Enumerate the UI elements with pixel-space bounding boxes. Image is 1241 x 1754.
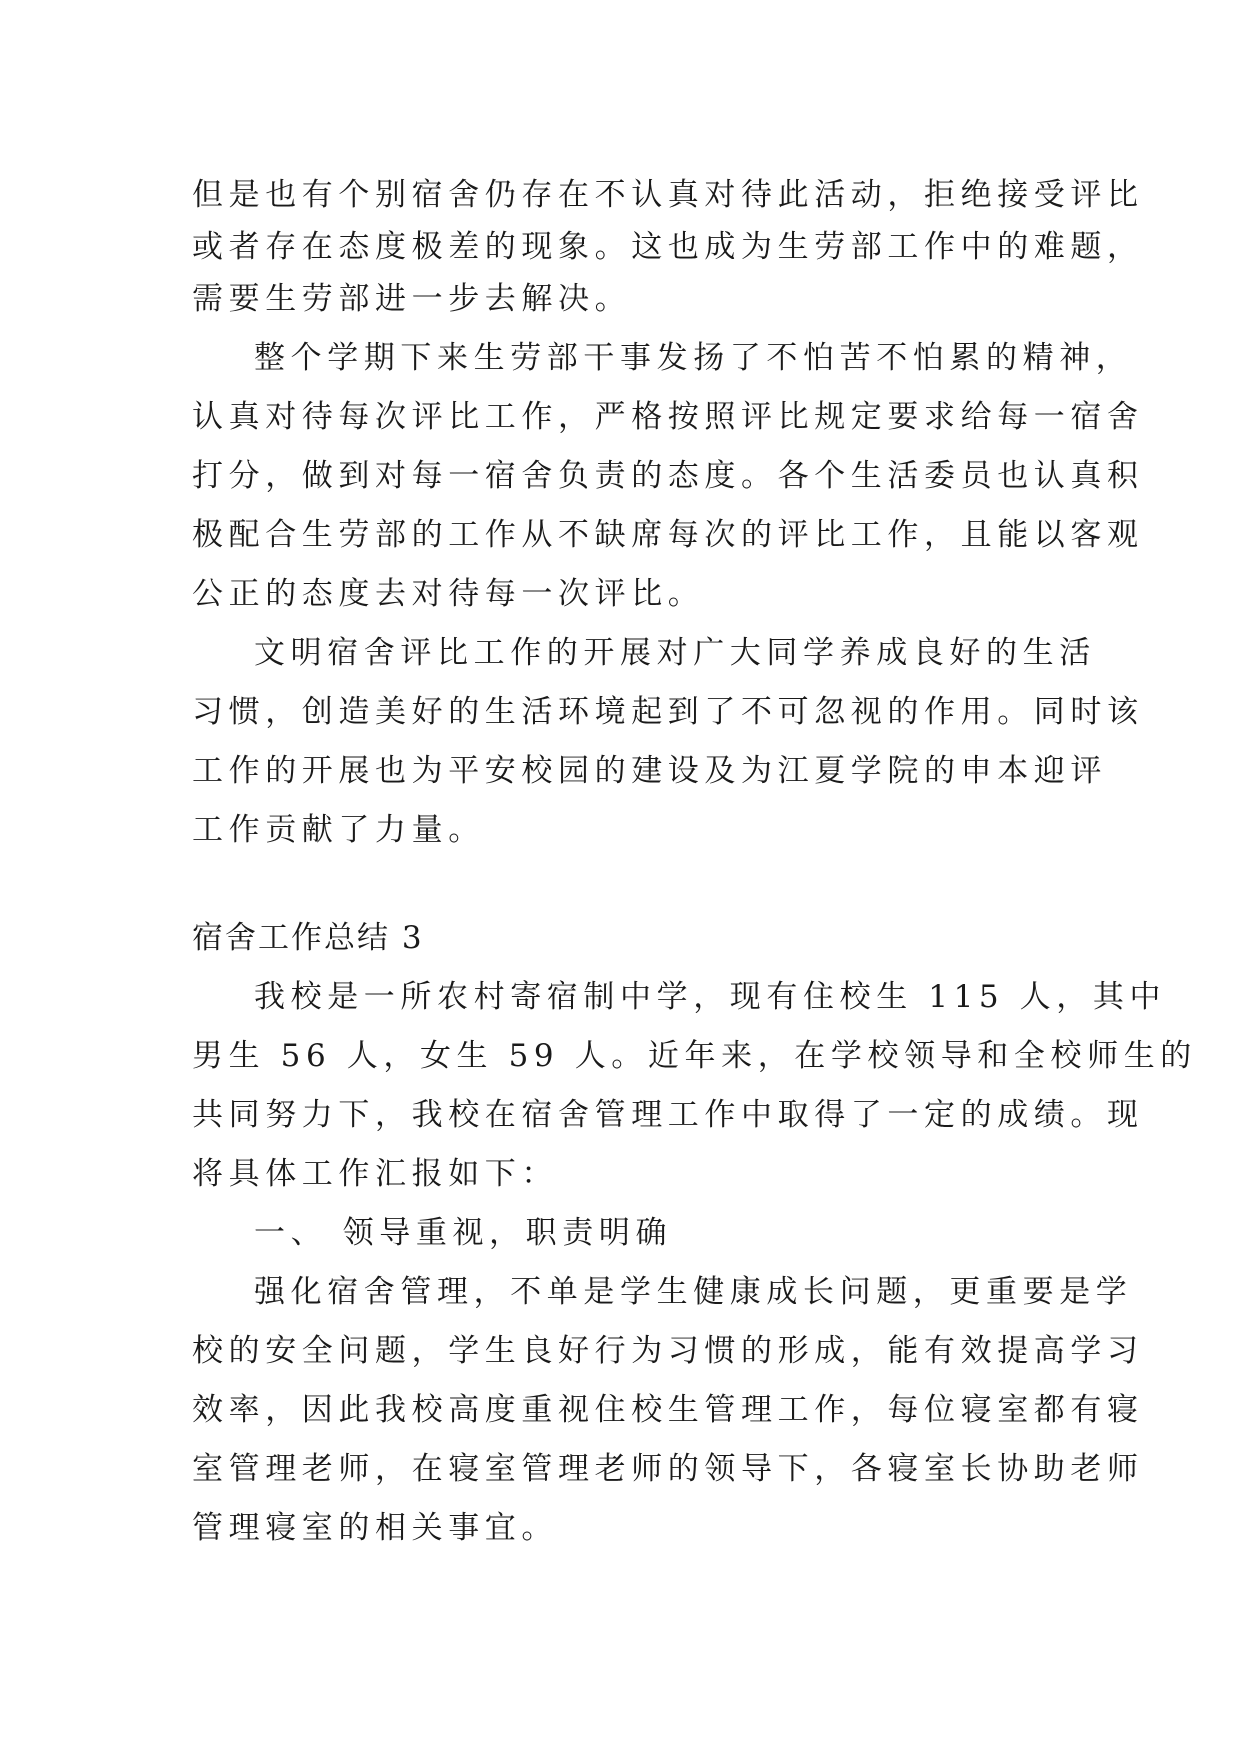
section-paragraph-1-line-4: 将具体工作汇报如下： [192,1156,558,1192]
subsection-heading: 一、 领导重视，职责明确 [254,1215,673,1251]
paragraph-1-line-1: 但是也有个别宿舍仍存在不认真对待此活动，拒绝接受评比 [192,177,1144,213]
paragraph-2-line-5: 公正的态度去对待每一次评比。 [192,576,705,612]
paragraph-2-line-2: 认真对待每次评比工作，严格按照评比规定要求给每一宿舍 [192,399,1144,435]
paragraph-2-line-1: 整个学期下来生劳部干事发扬了不怕苦不怕累的精神， [254,340,1133,376]
paragraph-2-line-3: 打分，做到对每一宿舍负责的态度。各个生活委员也认真积 [192,458,1144,494]
paragraph-1-line-2: 或者存在态度极差的现象。这也成为生劳部工作中的难题， [192,229,1144,265]
section-paragraph-3-line-1: 强化宿舍管理，不单是学生健康成长问题，更重要是学 [254,1274,1133,1310]
section-title: 宿舍工作总结 3 [192,920,424,956]
section-paragraph-1-line-1: 我校是一所农村寄宿制中学，现有住校生 115 人，其中 [254,979,1167,1015]
section-paragraph-1-line-3: 共同努力下，我校在宿舍管理工作中取得了一定的成绩。现 [192,1097,1144,1133]
section-paragraph-3-line-3: 效率，因此我校高度重视住校生管理工作，每位寝室都有寝 [192,1392,1144,1428]
section-paragraph-1-line-2: 男生 56 人，女生 59 人。近年来，在学校领导和全校师生的 [192,1038,1197,1074]
paragraph-1-line-3: 需要生劳部进一步去解决。 [192,281,632,317]
paragraph-3-line-1: 文明宿舍评比工作的开展对广大同学养成良好的生活 [254,635,1096,671]
section-paragraph-3-line-2: 校的安全问题，学生良好行为习惯的形成，能有效提高学习 [192,1333,1144,1369]
section-paragraph-3-line-4: 室管理老师，在寝室管理老师的领导下，各寝室长协助老师 [192,1451,1144,1487]
paragraph-3-line-3: 工作的开展也为平安校园的建设及为江夏学院的申本迎评 [192,753,1107,789]
paragraph-3-line-2: 习惯，创造美好的生活环境起到了不可忽视的作用。同时该 [192,694,1144,730]
paragraph-2-line-4: 极配合生劳部的工作从不缺席每次的评比工作，且能以客观 [192,517,1144,553]
section-paragraph-3-line-5: 管理寝室的相关事宜。 [192,1510,558,1546]
paragraph-3-line-4: 工作贡献了力量。 [192,812,485,848]
